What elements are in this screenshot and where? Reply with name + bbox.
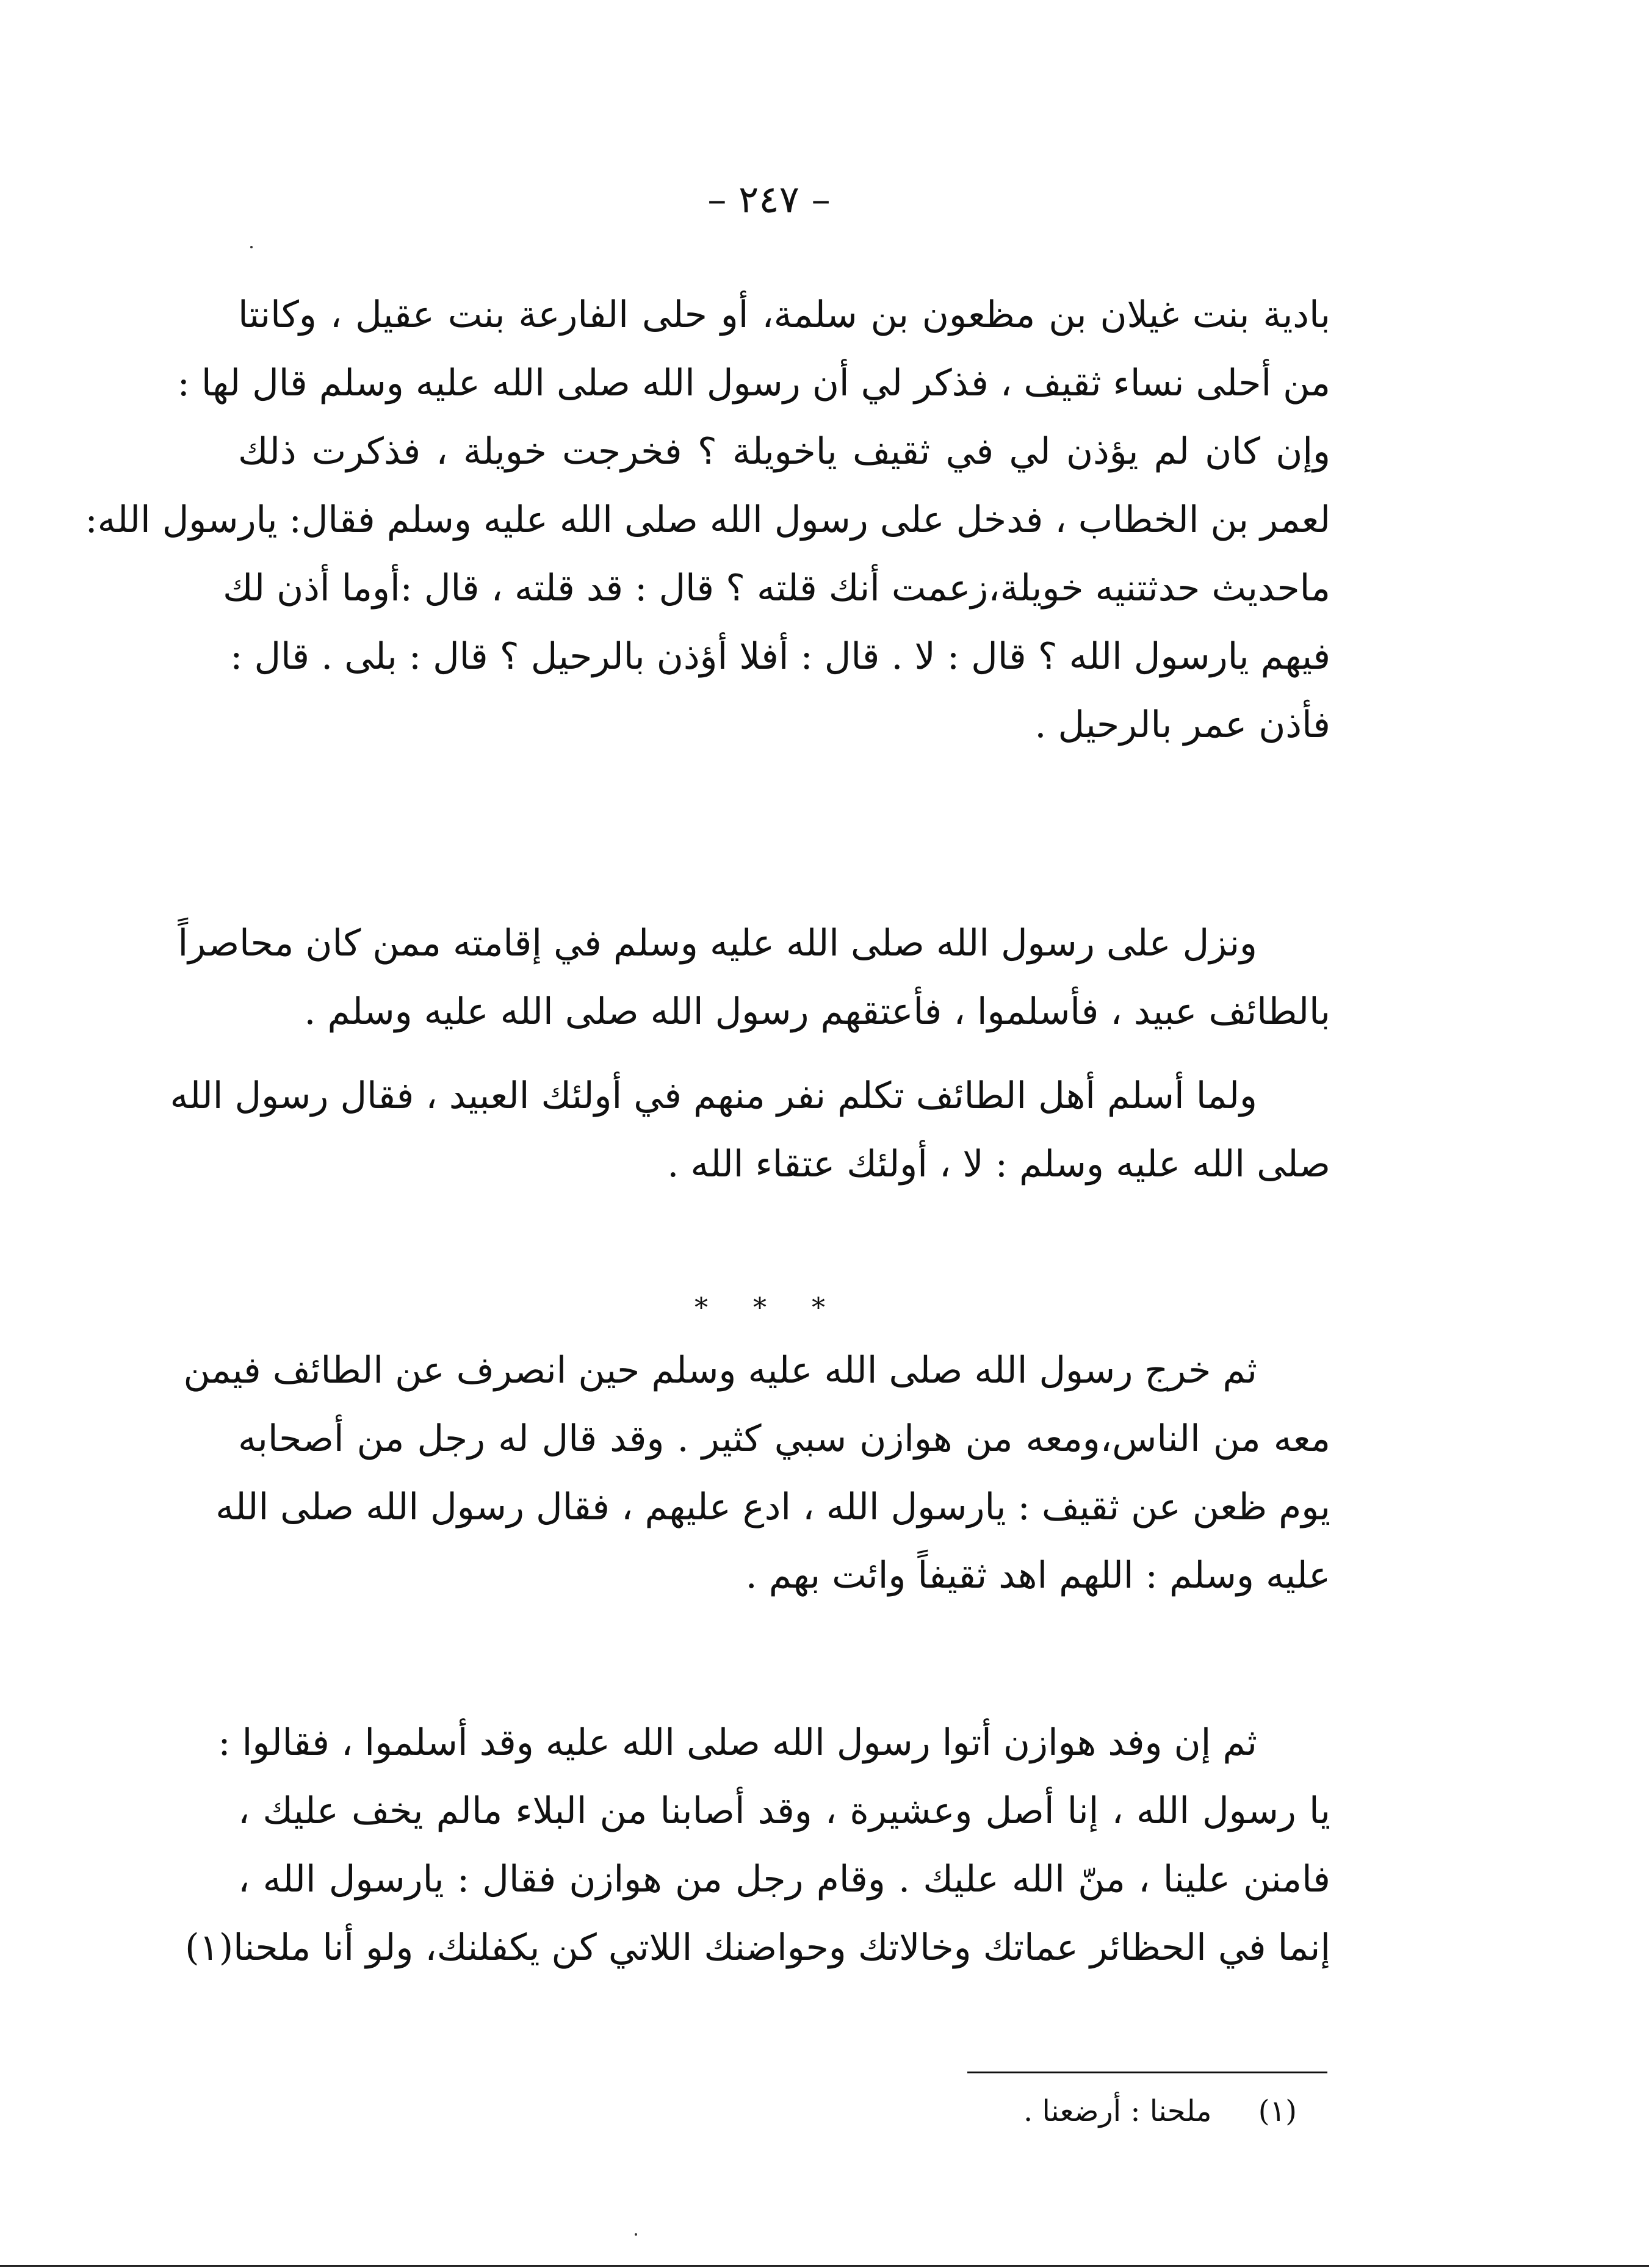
text-line: إنما في الحظائر عماتك وخالاتك وحواضنك اللاتي كن يكفلنك، ولو أنا ملحنا(١) bbox=[185, 1926, 1330, 1969]
text-line: ثم إن وفد هوازن أتوا رسول الله صلى الله عليه وقد أسلموا ، فقالوا : bbox=[218, 1721, 1257, 1764]
text-line: يا رسول الله ، إنا أصل وعشيرة ، وقد أصابنا من البلاء مالم يخف عليك ، bbox=[238, 1790, 1330, 1832]
paragraph-4 bbox=[183, 1336, 1330, 1610]
paragraph-5 bbox=[185, 1708, 1330, 1982]
text-line: صلى الله عليه وسلم : لا ، أولئك عتقاء الله . bbox=[667, 1143, 1330, 1186]
paragraph-2 bbox=[178, 909, 1330, 1046]
scan-speck bbox=[635, 2233, 637, 2236]
text-line: ماحديث حدثتنيه خويلة،زعمت أنك قلته ؟ قال : قد قلته ، قال :أوما أذن لك bbox=[223, 567, 1330, 610]
text-line: معه من الناس،ومعه من هوازن سبي كثير . وقد قال له رجل من أصحابه bbox=[238, 1417, 1330, 1460]
text-line: ونزل على رسول الله صلى الله عليه وسلم في إقامته ممن كان محاصراً bbox=[178, 922, 1257, 965]
text-line: ثم خرج رسول الله صلى الله عليه وسلم حين انصرف عن الطائف فيمن bbox=[183, 1349, 1257, 1392]
text-line: فيهم يارسول الله ؟ قال : لا . قال : أفلا أؤذن بالرحيل ؟ قال : بلى . قال : bbox=[230, 635, 1330, 678]
text-line: ولما أسلم أهل الطائف تكلم نفر منهم في أولئك العبيد ، فقال رسول الله bbox=[170, 1075, 1257, 1117]
footnote-text: ملحنا : أرضعنا . bbox=[1023, 2094, 1212, 2128]
text-line: يوم ظعن عن ثقيف : يارسول الله ، ادع عليهم ، فقال رسول الله صلى الله bbox=[215, 1486, 1330, 1528]
section-separator: * * * bbox=[695, 1292, 843, 1323]
scan-edge-line bbox=[0, 2265, 1649, 2267]
text-line: عليه وسلم : اللهم اهد ثقيفاً وائت بهم . bbox=[745, 1554, 1330, 1597]
text-line: وإن كان لم يؤذن لي في ثقيف ياخويلة ؟ فخرجت خويلة ، فذكرت ذلك bbox=[238, 430, 1330, 473]
footnote bbox=[967, 2087, 1297, 2136]
scan-speck bbox=[250, 246, 253, 248]
footnote-divider bbox=[967, 2072, 1327, 2073]
page-number: – ٢٤٧ – bbox=[707, 177, 831, 221]
text-line: من أحلى نساء ثقيف ، فذكر لي أن رسول الله صلى الله عليه وسلم قال لها : bbox=[177, 362, 1330, 405]
text-line: بالطائف عبيد ، فأسلموا ، فأعتقهم رسول الله صلى الله عليه وسلم . bbox=[304, 990, 1330, 1033]
text-line: فأذن عمر بالرحيل . bbox=[1034, 704, 1330, 746]
text-line: فامنن علينا ، منّ الله عليك . وقام رجل من هوازن فقال : يارسول الله ، bbox=[238, 1858, 1330, 1901]
paragraph-3 bbox=[170, 1062, 1330, 1198]
footnote-marker: (١) bbox=[1258, 2094, 1297, 2128]
text-line: لعمر بن الخطاب ، فدخل على رسول الله صلى الله عليه وسلم فقال: يارسول الله: bbox=[85, 499, 1330, 541]
paragraph-1 bbox=[85, 281, 1330, 759]
text-line: بادية بنت غيلان بن مظعون بن سلمة، أو حلى الفارعة بنت عقيل ، وكانتا bbox=[238, 293, 1330, 336]
